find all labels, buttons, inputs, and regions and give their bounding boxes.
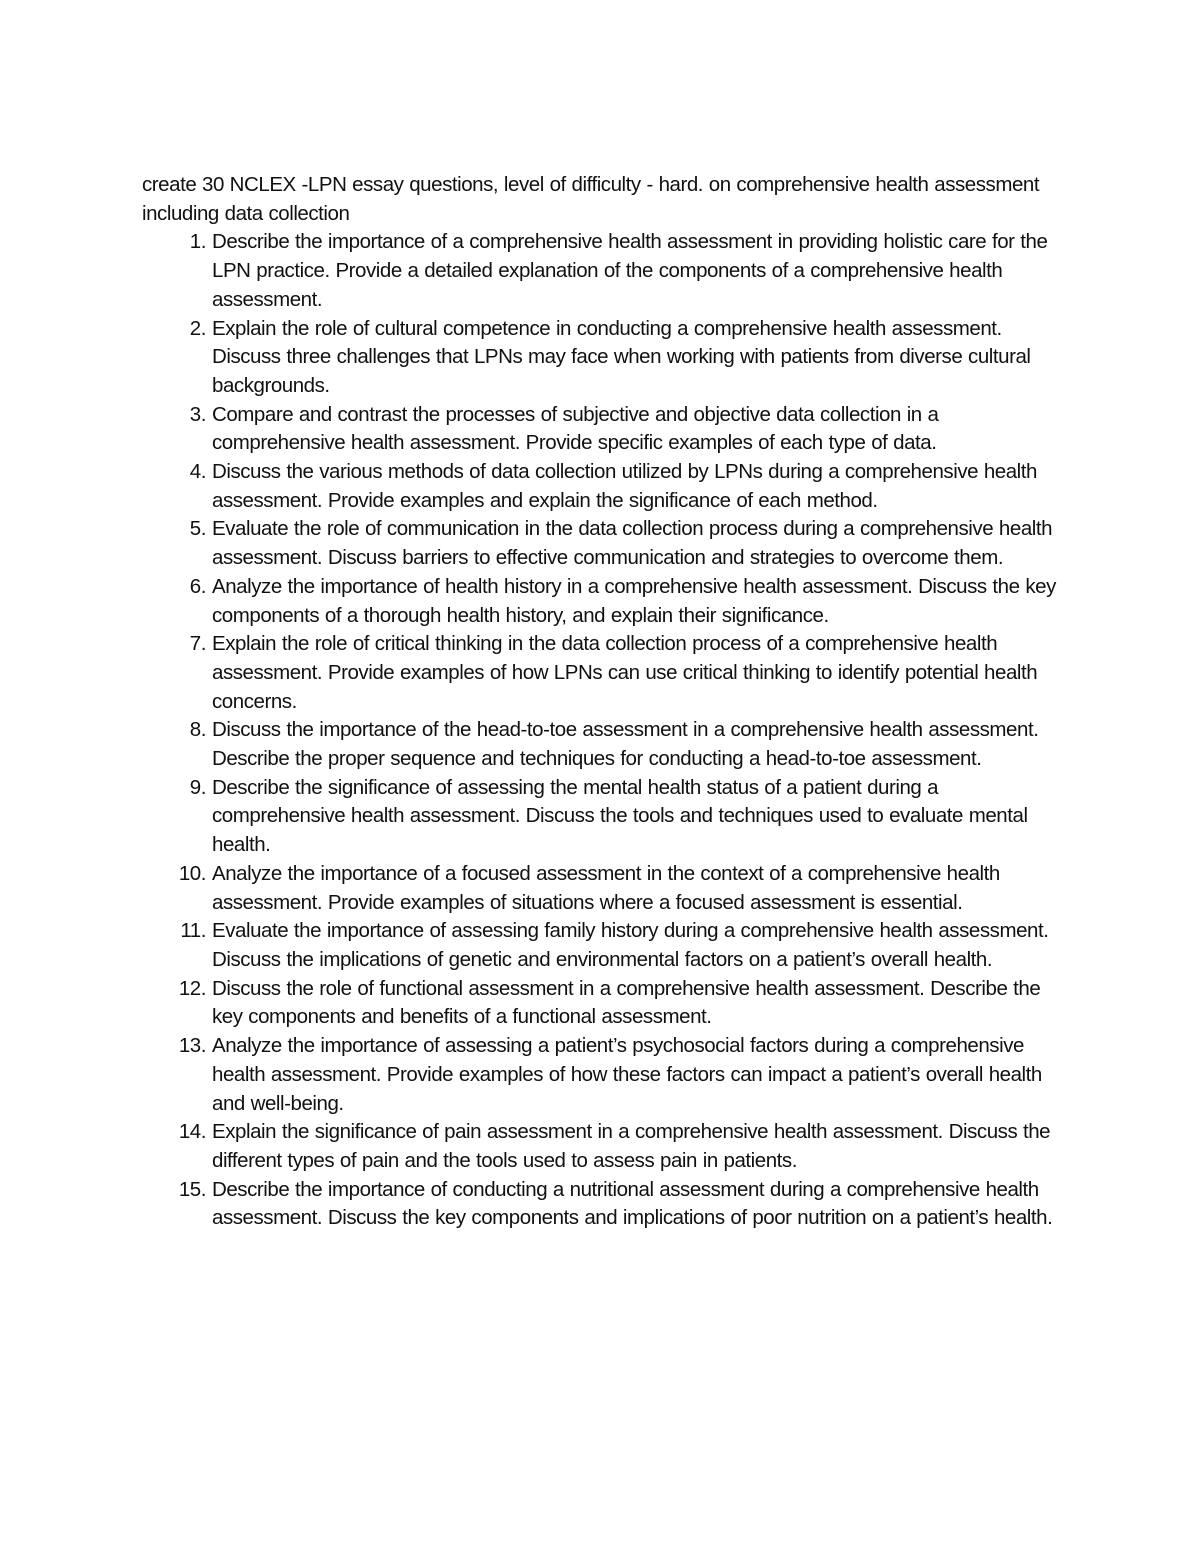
item-number: 14. [178,1120,206,1144]
item-number: 1. [189,230,206,254]
list-item [142,630,1072,716]
list-item [142,458,1072,515]
item-number: 11. [180,919,206,943]
item-number: 10. [178,861,206,885]
item-text: Evaluate the importance of assessing family history during a comprehensive health assessment. Discuss the implications of genetic and environmental factors on a patient’s overall health. [212,919,1049,971]
item-number: 6. [189,574,206,598]
list-item [142,228,1072,314]
item-text: Compare and contrast the processes of subjective and objective data collection in a comprehensive health assessment. Provide specific examples of each type of data. [212,402,939,455]
item-number: 3. [189,402,206,426]
list-item [142,917,1072,974]
item-text: Discuss the role of functional assessment in a comprehensive health assessment. Describe the key components and benefits of a functional assessment. [212,976,1041,1029]
list-item [142,716,1072,773]
item-text: Evaluate the role of communication in the data collection process during a comprehensive health assessment. Discuss barriers to effective communication and strategies to overcome them. [212,517,1053,570]
item-text: Analyze the importance of a focused assessment in the context of a comprehensive health assessment. Provide examples of situations where a focused assessment is essential. [212,861,1000,914]
list-item [142,1118,1072,1175]
item-text: Discuss the various methods of data collection utilized by LPNs during a comprehensive health assessment. Provide examples and explain the significance of each method. [212,460,1037,512]
question-list [142,228,1072,1233]
item-number: 5. [189,517,206,541]
item-text: Describe the significance of assessing the mental health status of a patient during a comprehensive health assessment. Discuss the tools and techniques used to evaluate mental health. [212,775,1028,857]
item-number: 15. [178,1177,206,1201]
document-body [142,171,1072,1233]
list-item [142,1176,1072,1233]
list-item [142,774,1072,860]
list-item [142,515,1072,572]
item-number: 4. [189,460,206,484]
list-item [142,1032,1072,1118]
prompt-text: create 30 NCLEX -LPN essay questions, level of difficulty - hard. on comprehensive health assessment including data collection [142,173,1040,225]
item-text: Explain the role of critical thinking in the data collection process of a comprehensive health assessment. Provide examples of how LPNs can use critical thinking to identify potential health concerns. [212,632,1038,713]
item-text: Analyze the importance of assessing a patient’s psychosocial factors during a comprehensive health assessment. Provide examples of how these factors can impact a patient’s overall health and well-being. [212,1034,1042,1115]
item-text: Analyze the importance of health history in a comprehensive health assessment. Discuss the key components of a thorough health history, and explain their significance. [212,574,1056,627]
item-number: 13. [178,1034,206,1058]
list-item [142,860,1072,917]
item-number: 9. [189,775,206,799]
list-item [142,315,1072,401]
item-text: Discuss the importance of the head-to-toe assessment in a comprehensive health assessment. Describe the proper sequence and techniques for conducting a head-to-toe assessment. [212,718,1039,771]
item-text: Explain the significance of pain assessment in a comprehensive health assessment. Discuss the different types of pain and the tools used to assess pain in patients. [212,1120,1051,1172]
item-number: 2. [189,316,206,340]
list-item [142,573,1072,630]
item-text: Describe the importance of a comprehensive health assessment in providing holistic care for the LPN practice. Provide a detailed explanation of the components of a comprehensive health assessment. [212,230,1048,311]
list-item [142,975,1072,1032]
item-number: 7. [189,632,206,656]
item-number: 8. [189,718,206,742]
item-text: Explain the role of cultural competence in conducting a comprehensive health assessment. Discuss three challenges that LPNs may face when working with patients from diverse cultural backgrounds. [212,316,1031,397]
list-item [142,401,1072,458]
item-text: Describe the importance of conducting a nutritional assessment during a comprehensive health assessment. Discuss the key components and implications of poor nutrition on a patient’s health. [212,1177,1053,1230]
item-number: 12. [178,976,206,1000]
